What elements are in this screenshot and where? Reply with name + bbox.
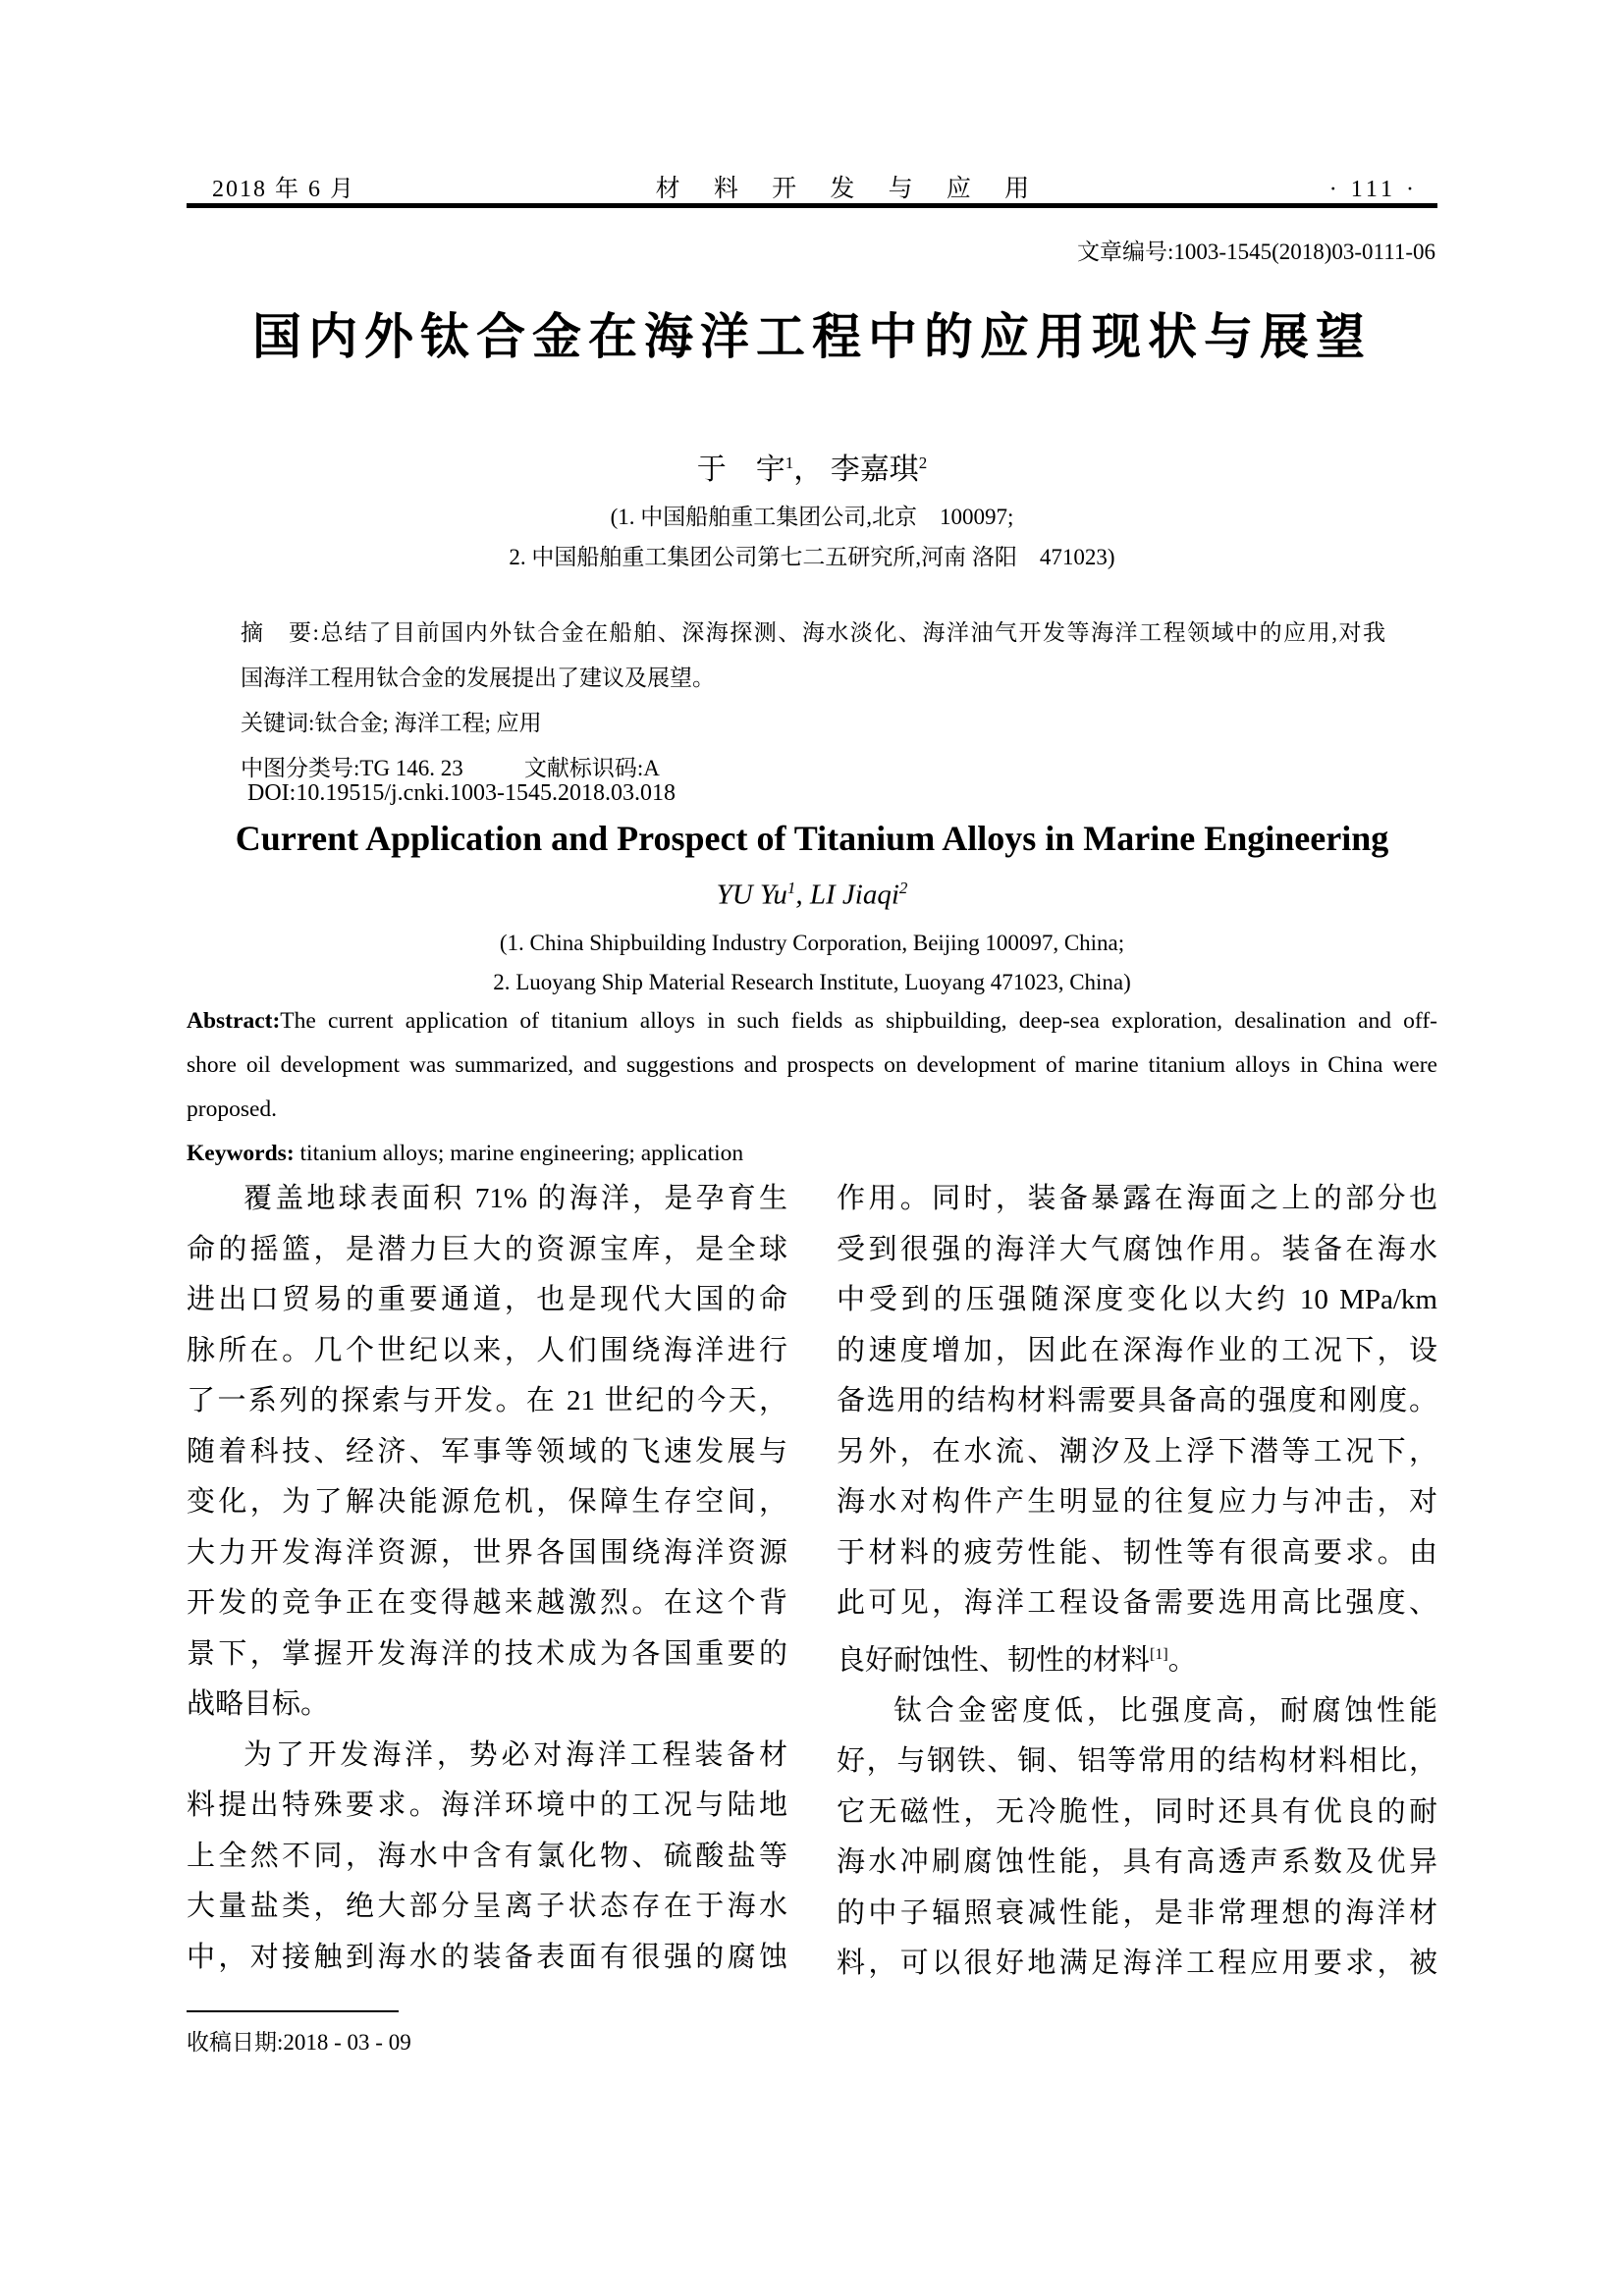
page-header	[187, 169, 1437, 204]
keywords-en	[187, 1132, 1437, 1176]
abstract-cn-line-1	[241, 611, 1385, 656]
title-en: Current Application and Prospect of Titanium Alloys in Marine Engineering	[235, 819, 1389, 858]
abstract-en-line-2: shore oil development was summarized, and suggestions and prospects on development of marine titanium alloys in China were	[187, 1052, 1437, 1078]
doi: DOI:10.19515/j.cnki.1003-1545.2018.03.018	[247, 780, 676, 806]
authors-cn	[0, 445, 1624, 488]
body-text-line: 战略目标。	[187, 1688, 330, 1720]
body-text-line: 为了开发海洋，势必对海洋工程装备材	[244, 1738, 787, 1771]
issue-date: 2018 年 6 月	[212, 177, 355, 202]
body-text-line: 开发的竞争正在变得越来越激烈。在这个背	[187, 1587, 787, 1619]
author-cn-1: 于 宇	[696, 454, 785, 486]
body-text-line: 的速度增加，因此在深海作业的工况下，设	[837, 1334, 1437, 1366]
body-text-line: 了一系列的探索与开发。在 21 世纪的今天，	[187, 1385, 787, 1416]
body-text-line: 进出口贸易的重要通道，也是现代大国的命	[187, 1284, 787, 1315]
journal-title: 材 料 开 发 与 应 用	[655, 176, 1044, 202]
body-column-left	[187, 1174, 787, 1983]
body-text-line: 海水对构件产生明显的往复应力与冲击，对	[837, 1486, 1437, 1518]
authors-en	[0, 879, 1624, 912]
body-text-line: 海水冲刷腐蚀性能，具有高透声系数及优异	[837, 1846, 1437, 1879]
body-text-line: 脉所在。几个世纪以来，人们围绕海洋进行	[187, 1334, 787, 1366]
affiliation-cn-2: 2. 中国船舶重工集团公司第七二五研究所,河南 洛阳 471023)	[509, 545, 1115, 569]
affiliation-en-2: 2. Luoyang Ship Material Research Institute, Luoyang 471023, China)	[493, 970, 1131, 994]
author-en-2-affiliation-mark: 2	[898, 879, 908, 897]
body-text-line: 料提出特殊要求。海洋环境中的工况与陆地	[187, 1789, 787, 1821]
author-cn-2: 李嘉琪	[830, 454, 919, 486]
reference-mark: [1]	[1150, 1645, 1168, 1663]
body-text-line: 上全然不同，海水中含有氯化物、硫酸盐等	[187, 1840, 787, 1872]
abstract-en-label: Abstract:	[187, 1008, 281, 1034]
body-text-line: 它无磁性，无冷脆性，同时还具有优良的耐	[837, 1795, 1437, 1828]
body-text-line: 的中子辐照衰减性能，是非常理想的海洋材	[837, 1896, 1437, 1929]
keywords-en-text: titanium alloys; marine engineering; application	[294, 1141, 744, 1166]
body-text-line: 覆盖地球表面积 71% 的海洋，是孕育生	[244, 1183, 787, 1214]
abstract-cn-block	[241, 611, 1385, 791]
header-rule	[187, 203, 1437, 208]
author-cn-1-affiliation-mark: 1	[785, 454, 794, 472]
body-text-line: 好，与钢铁、铜、铝等常用的结构材料相比，	[837, 1745, 1437, 1778]
body-column-right	[837, 1174, 1437, 1990]
body-text-line: 于材料的疲劳性能、韧性等有很高要求。由	[837, 1536, 1437, 1569]
body-text-line: 作用。同时，装备暴露在海面之上的部分也	[837, 1183, 1437, 1214]
abstract-en-line-1	[187, 999, 1437, 1043]
abstract-cn-label: 摘 要:	[241, 620, 319, 645]
affiliation-cn-1: (1. 中国船舶重工集团公司,北京 100097;	[610, 505, 1014, 529]
abstract-en-text-1: The current application of titanium alloys in such fields as shipbuilding, deep-sea exploration, desalination and off-	[280, 1008, 1437, 1034]
title-cn: 国内外钛合金在海洋工程中的应用现状与展望	[252, 309, 1372, 364]
page-number: · 111 ·	[1328, 177, 1418, 202]
body-text-ref-pre: 良好耐蚀性、韧性的材料	[837, 1644, 1151, 1677]
body-text-line: 另外，在水流、潮汐及上浮下潜等工况下，	[837, 1435, 1437, 1468]
body-text-line-with-reference	[837, 1629, 1437, 1686]
author-en-1-affiliation-mark: 1	[786, 879, 796, 897]
affiliation-en-1: (1. China Shipbuilding Industry Corporation, Beijing 100097, China;	[499, 931, 1125, 955]
body-text-ref-post: 。	[1167, 1644, 1197, 1677]
body-text-line: 大力开发海洋资源，世界各国围绕海洋资源	[187, 1536, 787, 1569]
body-text-line: 景下，掌握开发海洋的技术成为各国重要的	[187, 1637, 787, 1670]
body-text-line: 受到很强的海洋大气腐蚀作用。装备在海水	[837, 1233, 1437, 1265]
abstract-cn-text: 总结了目前国内外钛合金在船舶、深海探测、海水淡化、海洋油气开发等海洋工程领域中的应用,对我	[318, 620, 1386, 645]
body-text-line: 此可见，海洋工程设备需要选用高比强度、	[837, 1587, 1437, 1619]
body-text-line: 变化，为了解决能源危机，保障生存空间，	[187, 1486, 787, 1518]
article-number: 文章编号:1003-1545(2018)03-0111-06	[1077, 240, 1435, 264]
authors-cn-separator: ，	[793, 454, 831, 486]
body-text-line: 大量盐类，绝大部分呈离子状态存在于海水	[187, 1891, 787, 1922]
body-text-line: 中，对接触到海水的装备表面有很强的腐蚀	[187, 1941, 787, 1973]
received-date: 收稿日期:2018 - 03 - 09	[187, 2030, 411, 2055]
author-cn-2-affiliation-mark: 2	[918, 454, 928, 472]
body-text-line: 料，可以很好地满足海洋工程应用要求，被	[837, 1948, 1437, 1980]
keywords-cn: 关键词:钛合金; 海洋工程; 应用	[241, 711, 542, 735]
body-text-line: 命的摇篮，是潜力巨大的资源宝库，是全球	[187, 1233, 787, 1265]
body-text-line: 随着科技、经济、军事等领域的飞速发展与	[187, 1435, 787, 1468]
footnote-rule	[187, 2010, 399, 2012]
document-code: 文献标识码:A	[523, 756, 660, 780]
authors-en-separator: ,	[795, 879, 810, 911]
keywords-en-label: Keywords:	[187, 1141, 295, 1166]
author-en-1: YU Yu	[716, 879, 787, 911]
abstract-en-block	[187, 999, 1437, 1176]
author-en-2: LI Jiaqi	[809, 879, 899, 911]
abstract-cn-line-2: 国海洋工程用钛合金的发展提出了建议及展望。	[241, 666, 715, 690]
clc-number: 中图分类号:TG 146. 23	[241, 756, 463, 780]
body-text-line: 备选用的结构材料需要具备高的强度和刚度。	[837, 1385, 1437, 1416]
abstract-en-line-3: proposed.	[187, 1096, 278, 1122]
body-text-line: 中受到的压强随深度变化以大约 10 MPa/km	[837, 1284, 1437, 1315]
body-text-line: 钛合金密度低，比强度高，耐腐蚀性能	[893, 1694, 1437, 1727]
